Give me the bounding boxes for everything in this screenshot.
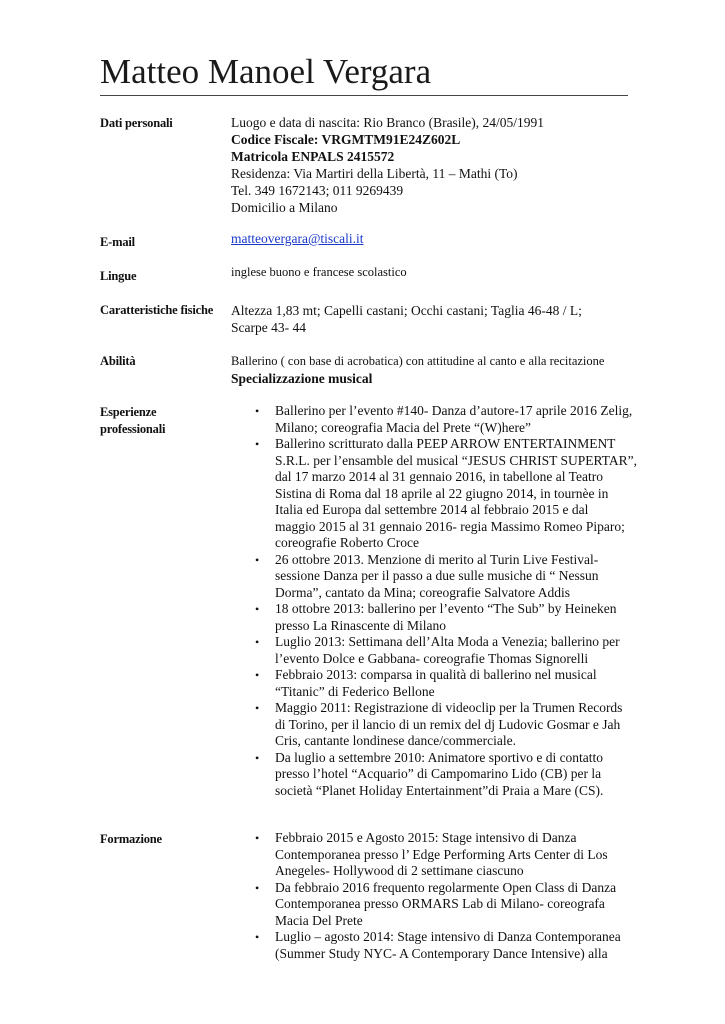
list-item-line: Luglio 2013: Settimana dell’Alta Moda a Venezia; ballerino per bbox=[275, 634, 620, 649]
personal-data-label: Dati personali bbox=[100, 116, 173, 130]
skills-description: Ballerino ( con base di acrobatica) con attitudine al canto e alla recitazione bbox=[231, 354, 605, 368]
experience-label-line: professionali bbox=[100, 422, 166, 436]
list-item-line: S.R.L. per l’ensamble del musical “JESUS CHRIST SUPERTAR”, bbox=[275, 452, 637, 468]
list-item bbox=[231, 436, 637, 552]
list-item-line: l’evento Dolce e Gabbana- coreografie Thomas Signorelli bbox=[275, 650, 589, 666]
list-item-line: Contemporanea presso l’ Edge Performing Arts Center di Los bbox=[275, 846, 608, 862]
list-item bbox=[231, 634, 631, 667]
bullet-icon: • bbox=[255, 831, 260, 845]
languages-value: inglese buono e francese scolastico bbox=[231, 265, 407, 279]
list-item bbox=[231, 929, 631, 962]
list-item-line: coreografie Roberto Croce bbox=[275, 535, 419, 550]
physical-line: Scarpe 43- 44 bbox=[231, 320, 306, 335]
list-item-line: (Summer Study NYC- A Contemporary Dance Intensive) alla bbox=[275, 945, 608, 961]
list-item-line: “Titanic” di Federico Bellone bbox=[275, 683, 435, 699]
physical-line: Altezza 1,83 mt; Capelli castani; Occhi castani; Taglia 46-48 / L; bbox=[231, 303, 582, 318]
list-item bbox=[231, 552, 631, 602]
list-item-line: Contemporanea presso ORMARS Lab di Milano- coreografa bbox=[275, 896, 605, 911]
list-item-line: Maggio 2011: Registrazione di videoclip per la Trumen Records bbox=[275, 700, 623, 715]
email-block bbox=[231, 230, 631, 247]
list-item-line: Macia Del Prete bbox=[275, 912, 363, 928]
list-item-line: Anegeles- Hollywood di 2 settimane ciascuno bbox=[275, 863, 524, 878]
list-item-line: Da febbraio 2016 frequento regolarmente Open Class di Danza bbox=[275, 879, 617, 895]
residence: Residenza: Via Martiri della Libertà, 11 – Mathi (To) bbox=[231, 166, 518, 181]
birth-info: Luogo e data di nascita: Rio Branco (Brasile), 24/05/1991 bbox=[231, 115, 545, 130]
list-item-line: presso l’hotel “Acquario” di Campomarino Lido (CB) per la bbox=[275, 766, 602, 781]
bullet-icon: • bbox=[255, 437, 260, 451]
list-item bbox=[231, 880, 631, 930]
list-item-line: società “Planet Holiday Entertainment”di Praia a Mare (CS). bbox=[275, 782, 604, 798]
email-label: E-mail bbox=[100, 235, 135, 249]
bullet-icon: • bbox=[255, 404, 260, 418]
list-item-line: sessione Danza per il passo a due sulle musiche di “ Nessun bbox=[275, 568, 599, 583]
list-item bbox=[231, 830, 631, 880]
education-list bbox=[231, 830, 631, 962]
list-item-line: 18 ottobre 2013: ballerino per l’evento “The Sub” by Heineken bbox=[275, 601, 617, 616]
list-item-line: Luglio – agosto 2014: Stage intensivo di Danza Contemporanea bbox=[275, 929, 621, 944]
list-item-line: dal 17 marzo 2014 al 31 gennaio 2016, in tabellone al Teatro bbox=[275, 469, 603, 484]
skills-block bbox=[231, 353, 631, 387]
list-item-line: Febbraio 2015 e Agosto 2015: Stage intensivo di Danza bbox=[275, 830, 577, 845]
list-item-line: Milano; coreografia Macia del Prete “(W)here” bbox=[275, 419, 531, 435]
bullet-icon: • bbox=[255, 930, 260, 944]
languages-label: Lingue bbox=[100, 269, 137, 283]
list-item bbox=[231, 750, 631, 800]
list-item-line: Febbraio 2013: comparsa in qualità di ballerino nel musical bbox=[275, 667, 597, 682]
list-item-line: presso La Rinascente di Milano bbox=[275, 617, 446, 633]
personal-data-block bbox=[231, 114, 631, 216]
experience-list bbox=[231, 403, 637, 799]
phone-numbers: Tel. 349 1672143; 011 9269439 bbox=[231, 183, 404, 198]
bullet-icon: • bbox=[255, 880, 260, 895]
list-item bbox=[231, 667, 631, 700]
skills-label: Abilità bbox=[100, 354, 136, 368]
bullet-icon: • bbox=[255, 635, 260, 649]
email-link[interactable]: matteovergara@tiscali.it bbox=[231, 231, 364, 246]
bullet-icon: • bbox=[255, 750, 260, 765]
list-item-line: Cris, cantante londinese dance/commerciale. bbox=[275, 733, 517, 748]
experience-label-line: Esperienze bbox=[100, 405, 157, 419]
title-divider bbox=[100, 95, 628, 96]
list-item-line: Ballerino per l’evento #140- Danza d’autore-17 aprile 2016 Zelig, bbox=[275, 403, 633, 418]
physical-features-block bbox=[231, 302, 631, 336]
domicile: Domicilio a Milano bbox=[231, 200, 338, 215]
enpals-number: Matricola ENPALS 2415572 bbox=[231, 149, 395, 164]
list-item-line: Ballerino scritturato dalla PEEP ARROW ENTERTAINMENT bbox=[275, 436, 616, 451]
list-item-line: Italia ed Europa dal settembre 2014 al febbraio 2015 e dal bbox=[275, 502, 589, 517]
list-item bbox=[231, 601, 631, 634]
bullet-icon: • bbox=[255, 701, 260, 715]
list-item-line: 26 ottobre 2013. Menzione di merito al Turin Live Festival- bbox=[275, 551, 599, 567]
list-item-line: Da luglio a settembre 2010: Animatore sportivo e di contatto bbox=[275, 749, 604, 765]
experience-label bbox=[100, 404, 165, 438]
list-item-line: maggio 2015 al 31 gennaio 2016- regia Massimo Romeo Piparo; bbox=[275, 518, 625, 534]
bullet-icon: • bbox=[255, 552, 260, 567]
list-item-line: Dorma”, cantato da Mina; coreografie Salvatore Addis bbox=[275, 584, 571, 600]
page-title: Matteo Manoel Vergara bbox=[100, 52, 432, 91]
list-item-line: Sistina di Roma dal 18 aprile al 22 giugno 2014, in tournèe in bbox=[275, 485, 609, 501]
skills-specialization: Specializzazione musical bbox=[231, 371, 373, 386]
bullet-icon: • bbox=[255, 668, 260, 682]
list-item-line: di Torino, per il lancio di un remix del dj Ludovic Gosmar e Jah bbox=[275, 716, 621, 732]
list-item bbox=[231, 700, 631, 750]
physical-features-label: Caratteristiche fisiche bbox=[100, 303, 214, 317]
list-item bbox=[231, 403, 631, 436]
education-label: Formazione bbox=[100, 832, 162, 846]
bullet-icon: • bbox=[255, 602, 260, 616]
tax-code: Codice Fiscale: VRGMTM91E24Z602L bbox=[231, 132, 461, 147]
